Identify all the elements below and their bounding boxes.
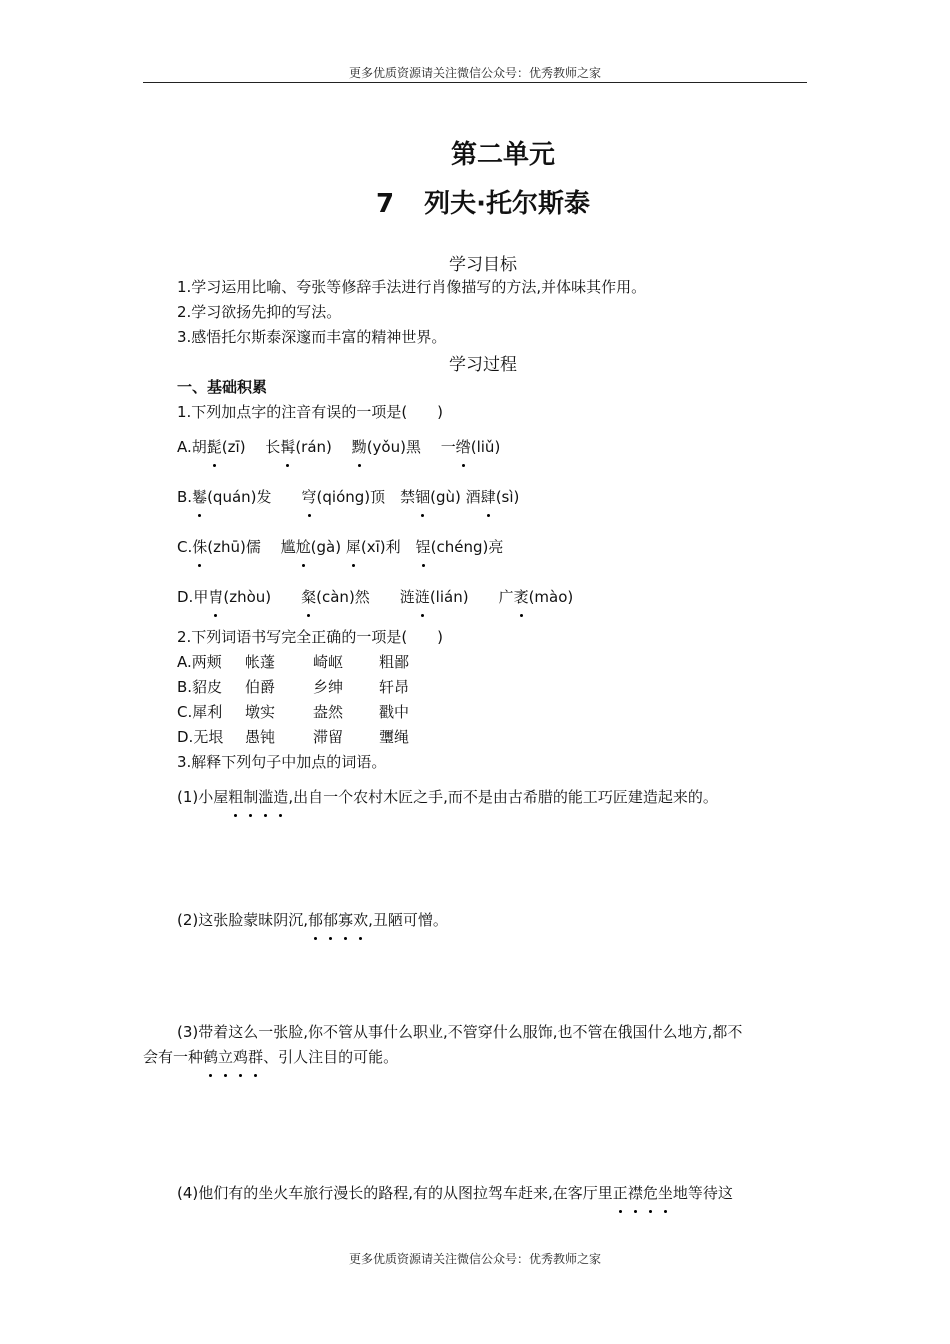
objective-item: 2.学习欲扬先抑的写法。 [177,303,342,321]
dotted-char: 坐 [657,1184,673,1202]
page-header: 更多优质资源请关注微信公众号：优秀教师之家 [348,66,601,80]
dotted-char: 鹤 [203,1048,219,1066]
dotted-char: 粲 [301,588,317,606]
dotted-char: 胄 [208,588,224,606]
dotted-char: 锃 [415,538,431,556]
question-3-sentence-3-line-1: (3)带着这么一张脸,你不管从事什么职业,不管穿什么服饰,也不管在俄国什么地方,都不 [177,1023,743,1041]
dotted-char: 穹 [301,488,317,506]
page-footer: 更多优质资源请关注微信公众号：优秀教师之家 [348,1252,601,1266]
question-2-option: D.无垠 愚钝 滞留 瓕绳 [177,728,410,746]
objective-item: 1.学习运用比喻、夸张等修辞手法进行肖像描写的方法,并体味其作用。 [177,278,647,296]
question-2-stem [177,626,443,647]
dotted-char: 郁 [308,911,324,929]
stem-text: 1.下列加点字的注音有误的一项是( [177,403,408,421]
unit-title: 第二单元 [450,140,555,170]
objectives-heading: 学习目标 [449,255,517,275]
question-1-option-c: C.侏(zhū)儒 尴尬(gà) 犀(xī)利 锃(chéng)亮 [177,538,504,556]
section-heading: 一、基础积累 [177,378,268,396]
dotted-char: 绺 [455,438,471,456]
dotted-char: 立 [218,1048,234,1066]
dotted-char: 粗 [228,788,244,806]
question-1-option-b: B.鬈(quán)发 穹(qióng)顶 禁锢(gù) 酒肆(sì) [177,488,520,506]
dotted-char: 制 [243,788,259,806]
dotted-char: 鬈 [192,488,208,506]
lesson-number: 7 [376,189,395,219]
question-2-option: B.貂皮 伯爵 乡绅 轩昂 [177,678,410,696]
question-2-option: C.犀利 墩实 盎然 戳中 [177,703,410,721]
dotted-char: 襟 [627,1184,643,1202]
dotted-char: 涟 [414,588,430,606]
question-3-sentence-3-line-2: 会有一种鹤立鸡群、引人注目的可能。 [143,1048,399,1066]
dotted-char: 滥 [258,788,274,806]
question-3-stem: 3.解释下列句子中加点的词语。 [177,753,387,771]
process-heading: 学习过程 [449,355,517,375]
dotted-char: 郁 [323,911,339,929]
question-2-option: A.两颊 帐蓬 崎岖 粗鄙 [177,653,410,671]
question-1-option-a: A.胡髭(zī) 长髯(rán) 黝(yǒu)黑 一绺(liǔ) [177,438,501,456]
question-3-sentence-1: (1)小屋粗制滥造,出自一个农村木匠之手,而不是由古希腊的能工巧匠建造起来的。 [177,788,718,806]
dotted-char: 造 [273,788,289,806]
dotted-char: 锢 [415,488,431,506]
question-1-option-d: D.甲胄(zhòu) 粲(càn)然 涟涟(lián) 广袤(mào) [177,588,574,606]
stem-close: ) [437,628,444,646]
objective-item: 3.感悟托尔斯泰深邃而丰富的精神世界。 [177,328,447,346]
dotted-char: 肆 [480,488,496,506]
stem-text: 2.下列词语书写完全正确的一项是( [177,628,408,646]
lesson-name: 列夫·托尔斯泰 [424,189,590,219]
dotted-char: 欢 [353,911,369,929]
dotted-char: 髭 [206,438,222,456]
dotted-char: 正 [612,1184,628,1202]
question-1-stem [177,401,443,422]
question-3-sentence-2: (2)这张脸蒙昧阴沉,郁郁寡欢,丑陋可憎。 [177,911,448,929]
question-3-sentence-4: (4)他们有的坐火车旅行漫长的路程,有的从图拉驾车赶来,在客厅里正襟危坐地等待这 [177,1184,733,1202]
dotted-char: 尬 [295,538,311,556]
dotted-char: 群 [248,1048,264,1066]
dotted-char: 寡 [338,911,354,929]
dotted-char: 犀 [345,538,361,556]
dotted-char: 髯 [280,438,296,456]
dotted-char: 黝 [351,438,367,456]
dotted-char: 侏 [192,538,208,556]
stem-close: ) [437,403,444,421]
dotted-char: 袤 [513,588,529,606]
dotted-char: 鸡 [233,1048,249,1066]
lesson-title [0,183,950,220]
dotted-char: 危 [642,1184,658,1202]
header-rule [143,82,807,83]
